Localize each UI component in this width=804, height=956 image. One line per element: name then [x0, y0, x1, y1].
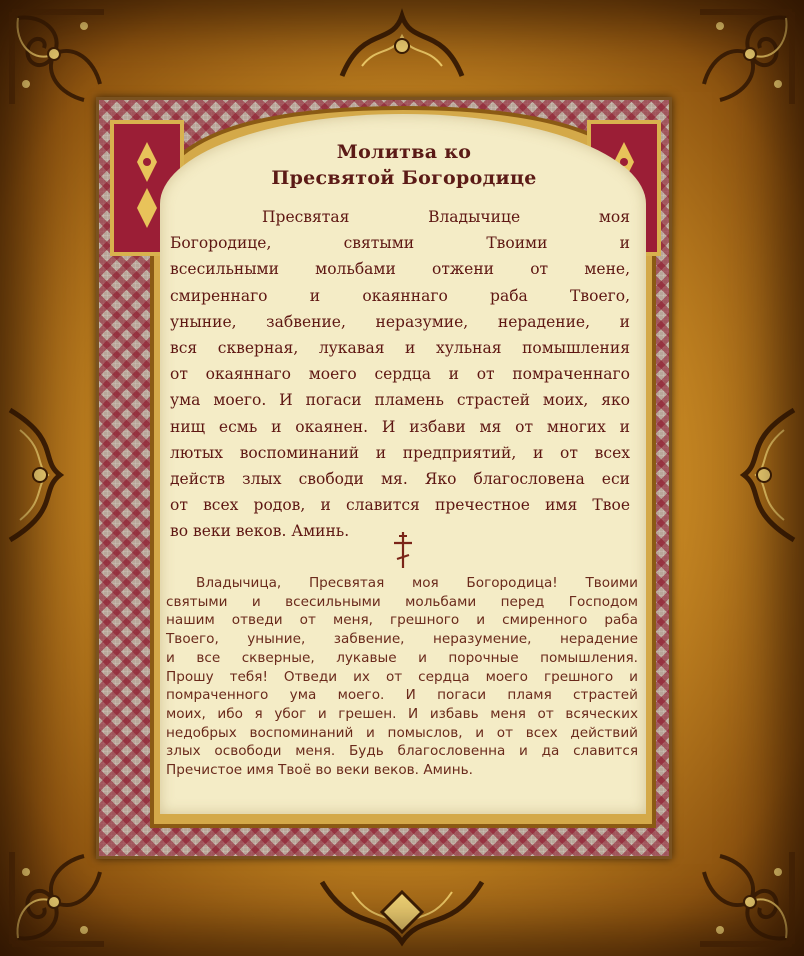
prayer-line: вся скверная, лукавая и хульная помышления: [170, 339, 630, 358]
prayer-line: помраченного ума моего. И погаси пламя страстей: [166, 687, 638, 704]
prayer-title-line-2: Пресвятой Богородице: [271, 167, 537, 189]
prayer-line: во веки веков. Аминь.: [170, 522, 350, 541]
prayer-line: нашим отведи от меня, грешного и смиренного раба: [166, 612, 638, 629]
prayer-line: от всех родов, и славится пречестное имя Твое: [170, 496, 630, 515]
corner-ornament-icon: [690, 4, 800, 114]
prayer-line: уныние, забвение, неразумие, нерадение, и: [170, 312, 630, 331]
prayer-title-line-1: Молитва ко: [336, 141, 472, 163]
prayer-church-slavonic: [170, 204, 630, 545]
prayer-line: и все скверные, лукавые и порочные помышления.: [166, 649, 638, 666]
orthodox-cross-icon: [390, 530, 416, 570]
prayer-line: Богородице, святыми Твоими и: [170, 234, 630, 253]
prayer-line: Пречистое имя Твоё во веки веков. Аминь.: [166, 762, 473, 779]
corner-ornament-icon: [690, 842, 800, 952]
prayer-line: Прошу тебя! Отведи их от сердца моего грешного и: [166, 668, 638, 685]
prayer-line: Владычица, Пресвятая моя Богородица! Твоими: [196, 575, 638, 591]
right-ornament-icon: [734, 400, 804, 550]
prayer-modern-russian: [166, 574, 638, 780]
prayer-line: смиреннаго и окаяннаго раба Твоего,: [170, 286, 630, 305]
prayer-line: Твоего, уныние, забвение, неразумение, нерадение: [166, 631, 638, 648]
top-ornament-icon: [332, 6, 472, 86]
prayer-line: действ злых свободи мя. Яко благословена еси: [170, 470, 630, 489]
prayer-line: лютых воспоминаний и предприятий, и от всех: [170, 443, 630, 462]
prayer-line: ума моего. И погаси пламень страстей моих, яко: [170, 391, 630, 410]
prayer-line: злых освободи меня. Будь благословенна и да славится: [166, 743, 638, 760]
prayer-line: всесильными мольбами отжени от мене,: [170, 260, 630, 279]
left-ornament-icon: [0, 400, 70, 550]
prayer-line: Пресвятая Владычице моя: [262, 208, 630, 226]
prayer-line: святыми и всесильными мольбами перед Господом: [166, 593, 638, 610]
prayer-line: моих, ибо я убог и грешен. И избавь меня от всяческих: [166, 705, 638, 722]
bottom-ornament-icon: [312, 872, 492, 952]
prayer-line: от окаяннаго моего сердца и от помраченнаго: [170, 365, 630, 384]
prayer-line: недобрых воспоминаний и помыслов, и от всех действий: [166, 724, 638, 741]
prayer-line: нищ есмь и окаянен. И избави мя от многих и: [170, 417, 630, 436]
